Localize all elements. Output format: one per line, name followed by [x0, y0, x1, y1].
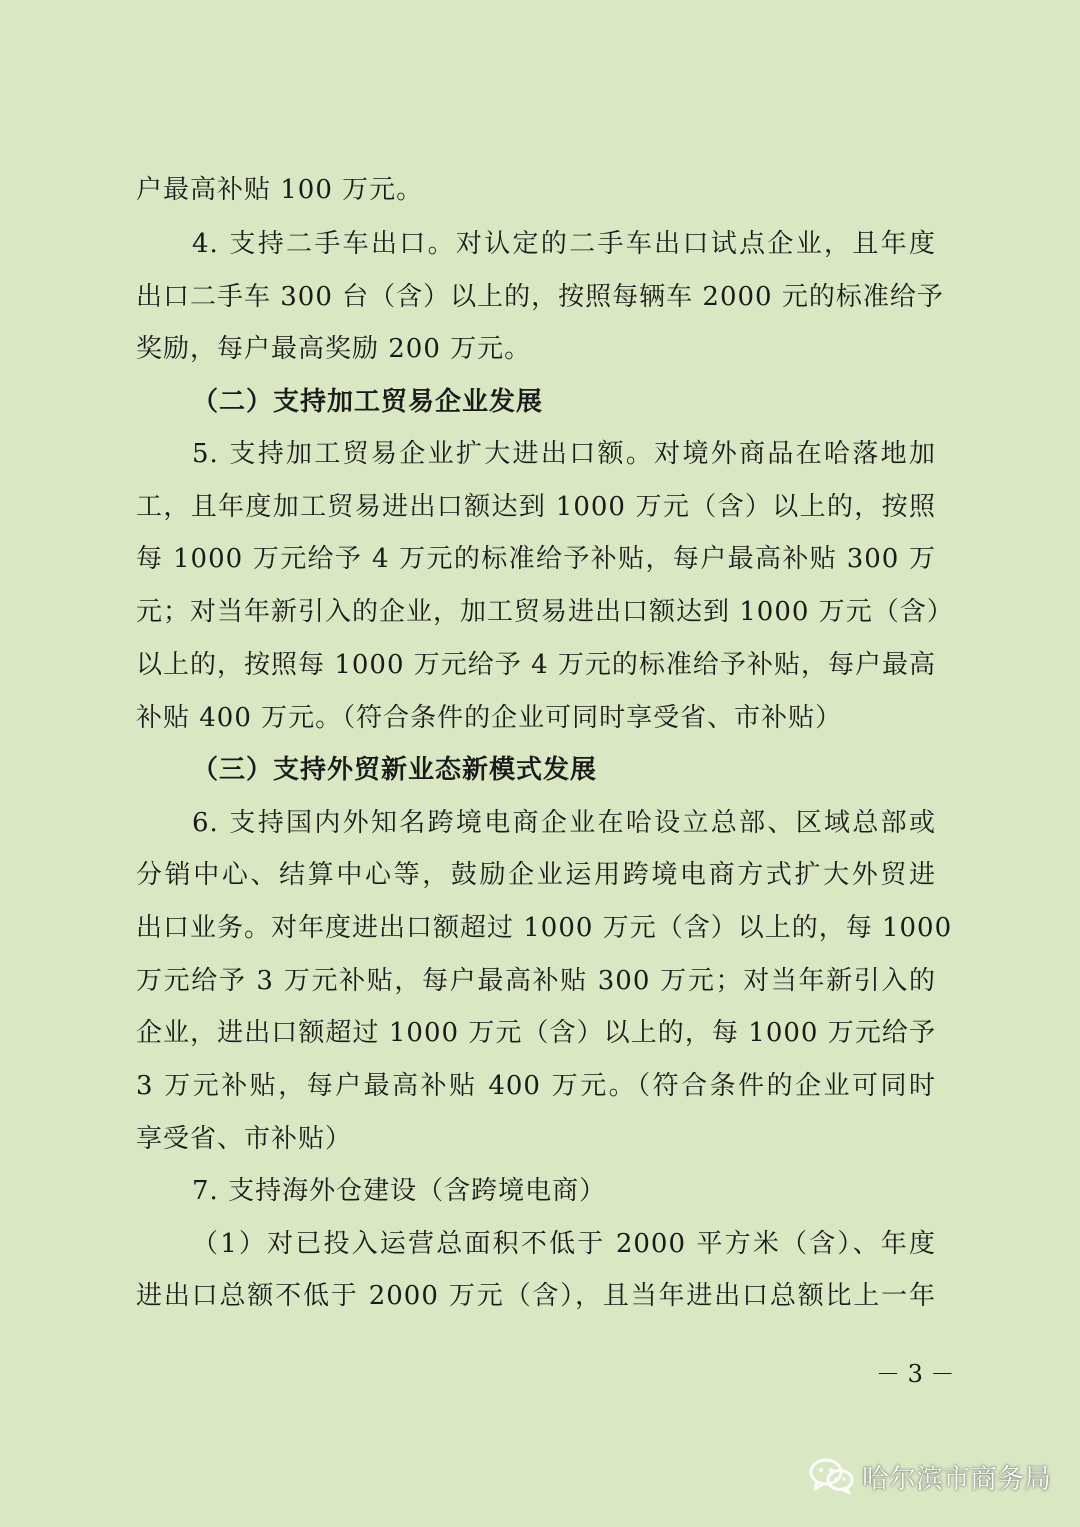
wechat-icon [808, 1456, 856, 1496]
text-line: 享受省、市补贴） [136, 1124, 353, 1154]
text-line: 万元给予 3 万元补贴，每户最高补贴 300 万元；对当年新引入的 [136, 966, 936, 996]
text-line: 出口业务。对年度进出口额超过 1000 万元（含）以上的，每 1000 [136, 913, 953, 943]
text-line: 每 1000 万元给予 4 万元的标准给予补贴，每户最高补贴 300 万 [136, 544, 936, 574]
text-line: 出口二手车 300 台（含）以上的，按照每辆车 2000 元的标准给予 [136, 282, 944, 312]
text-line: 工，且年度加工贸易进出口额达到 1000 万元（含）以上的，按照 [136, 492, 936, 522]
text-line: 7. 支持海外仓建设（含跨境电商） [192, 1176, 607, 1206]
text-line: 以上的，按照每 1000 万元给予 4 万元的标准给予补贴，每户最高 [136, 650, 936, 680]
text-line: 5. 支持加工贸易企业扩大进出口额。对境外商品在哈落地加 [192, 439, 936, 469]
text-line: 分销中心、结算中心等，鼓励企业运用跨境电商方式扩大外贸进 [136, 860, 936, 890]
text-line: 元；对当年新引入的企业，加工贸易进出口额达到 1000 万元（含） [136, 597, 954, 627]
section-heading: （二）支持加工贸易企业发展 [192, 387, 544, 417]
text-line: 奖励，每户最高奖励 200 万元。 [136, 334, 532, 364]
text-line: 3 万元补贴，每户最高补贴 400 万元。（符合条件的企业可同时 [136, 1071, 936, 1101]
text-line: 户最高补贴 100 万元。 [136, 175, 424, 205]
text-line: 补贴 400 万元。（符合条件的企业可同时享受省、市补贴） [136, 703, 843, 733]
section-heading: （三）支持外贸新业态新模式发展 [192, 755, 598, 785]
text-line: 企业，进出口额超过 1000 万元（含）以上的，每 1000 万元给予 [136, 1018, 936, 1048]
text-line: （1）对已投入运营总面积不低于 2000 平方米（含）、年度 [192, 1229, 936, 1259]
text-line: 4. 支持二手车出口。对认定的二手车出口试点企业，且年度 [192, 229, 936, 259]
page-number: － 3 － [876, 1360, 955, 1388]
text-line: 进出口总额不低于 2000 万元（含），且当年进出口总额比上一年 [136, 1281, 936, 1311]
text-line: 6. 支持国内外知名跨境电商企业在哈设立总部、区域总部或 [192, 808, 936, 838]
wechat-watermark [808, 1452, 1058, 1500]
watermark-text: 哈尔滨市商务局 [862, 1463, 1051, 1495]
